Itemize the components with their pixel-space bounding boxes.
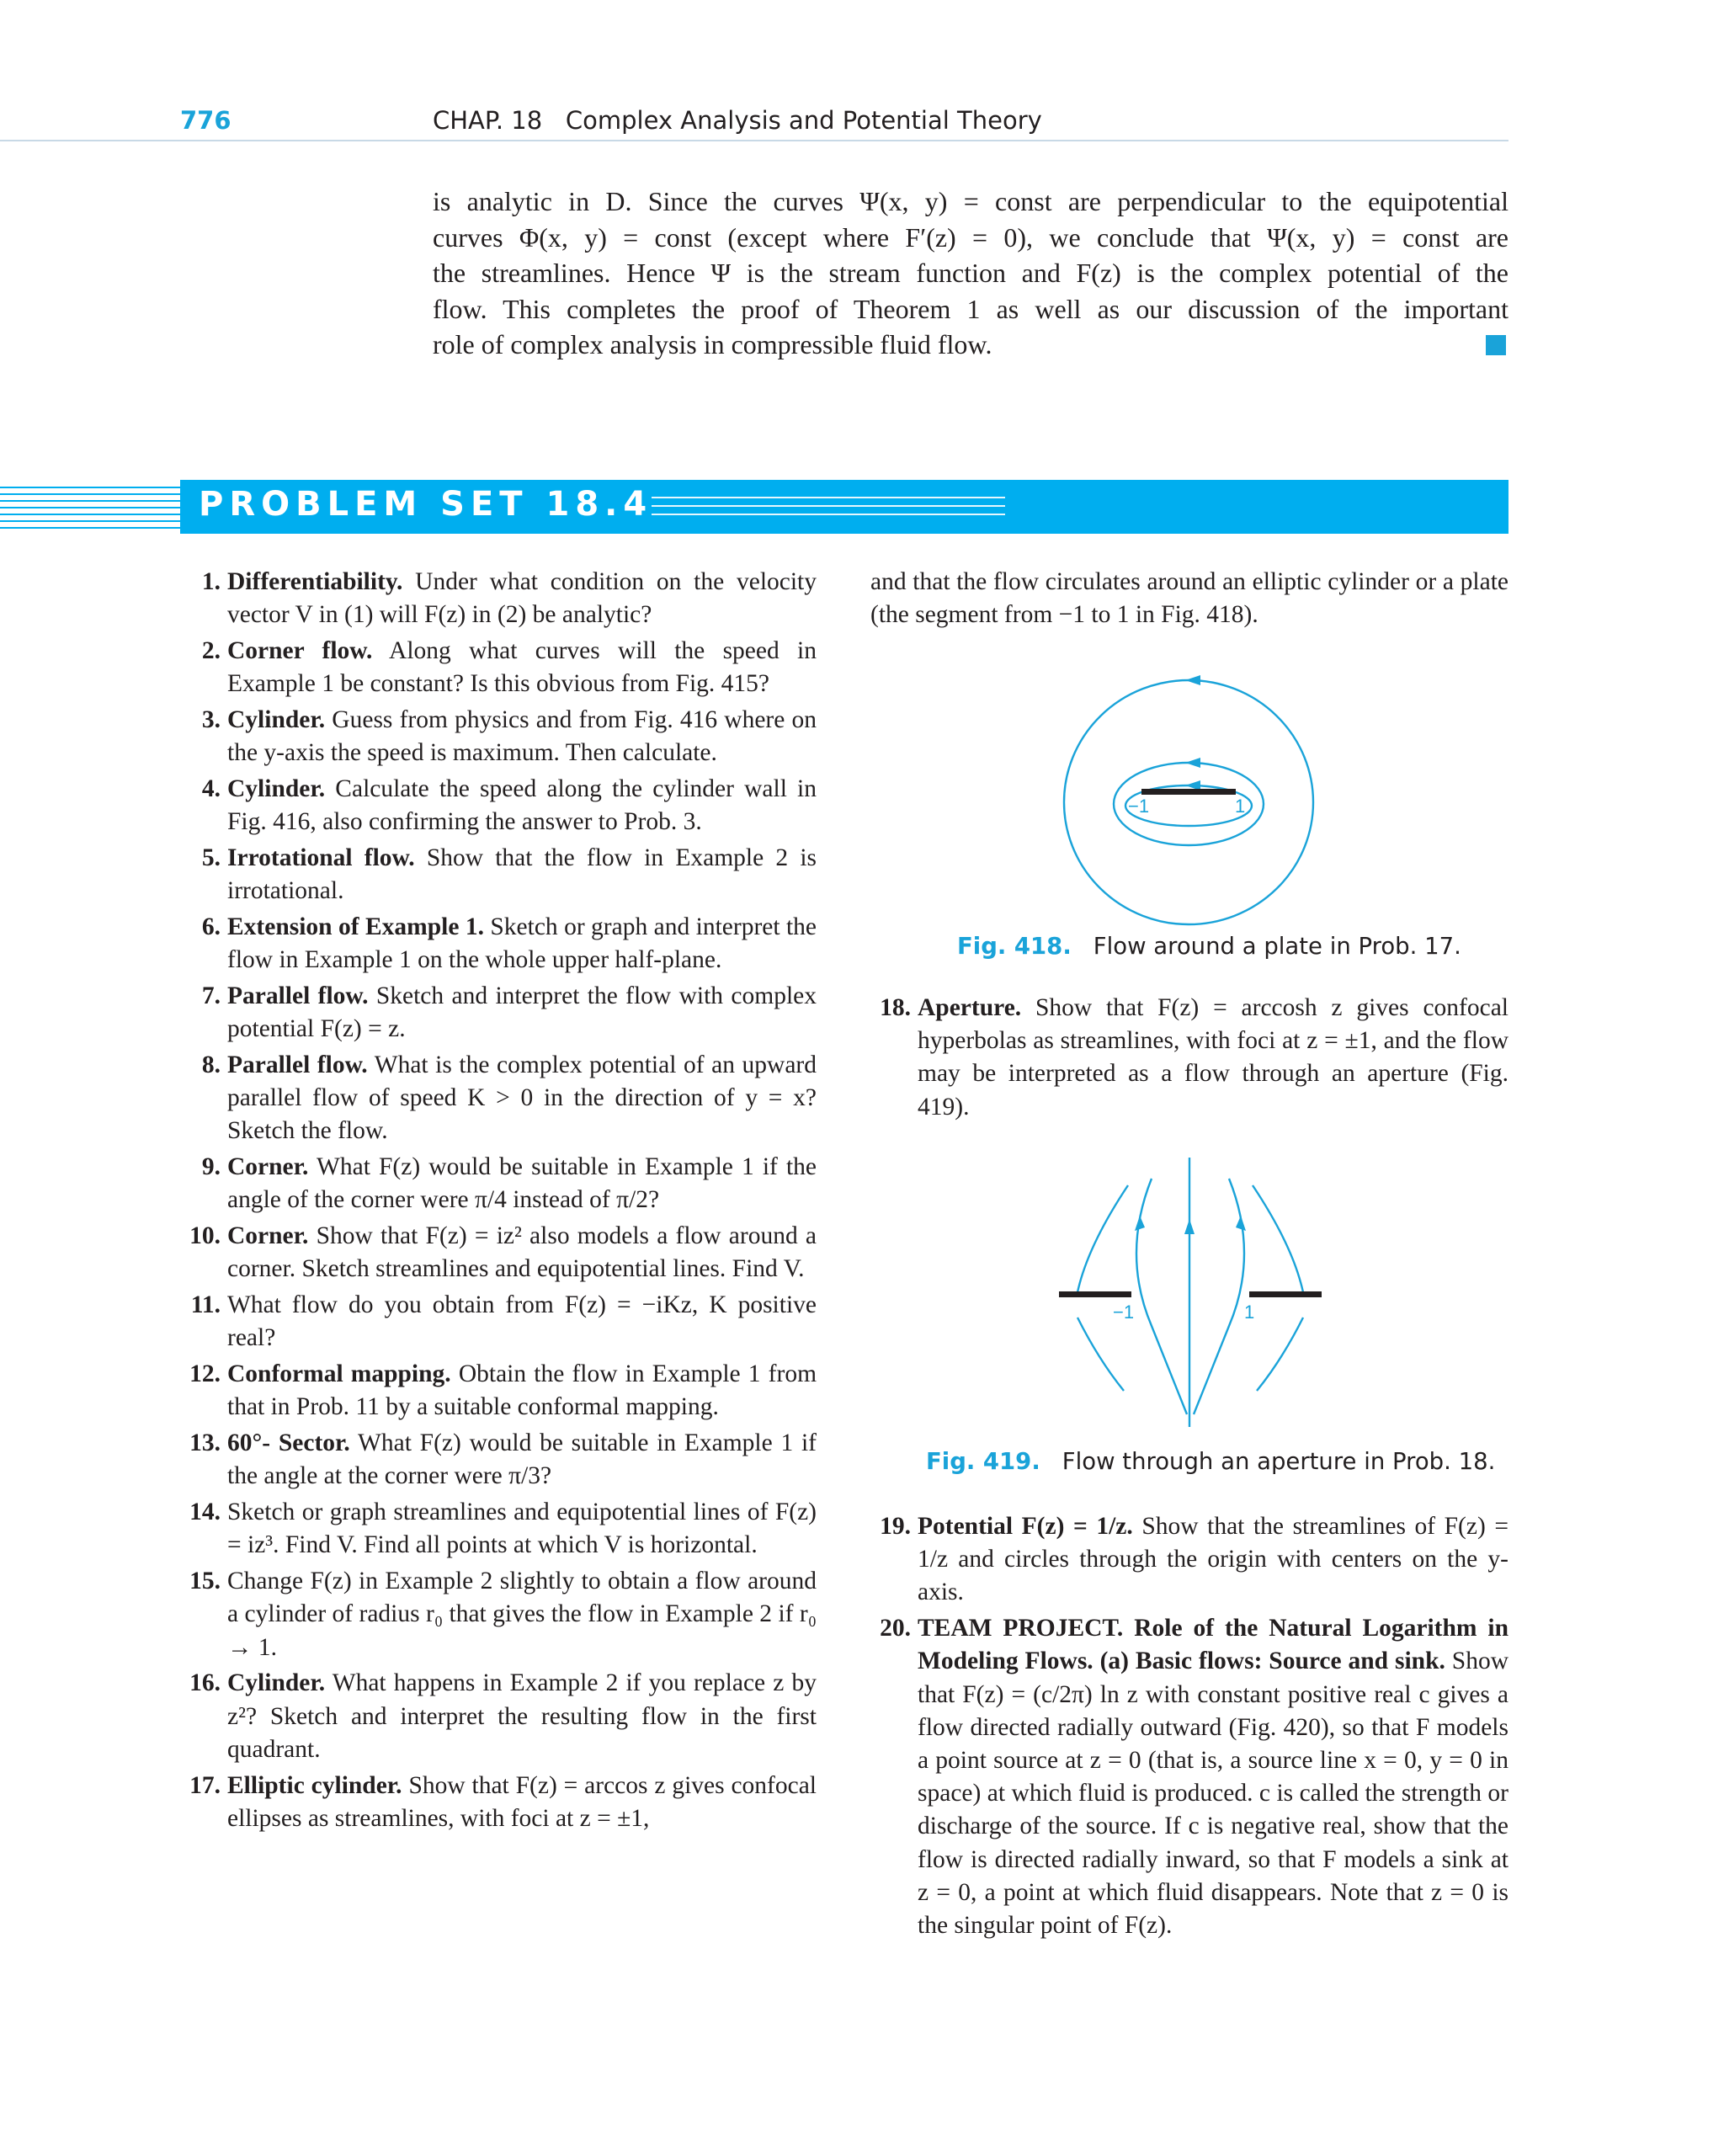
banner-stripe	[0, 487, 180, 488]
figure-419-diagram	[1052, 1153, 1330, 1431]
problem-item	[180, 1220, 817, 1286]
arrow-icon	[1185, 675, 1200, 685]
page-number: 776	[180, 106, 231, 135]
page-header	[0, 0, 1724, 147]
tick-label-left: −1	[1128, 796, 1150, 817]
problem-title: Aperture.	[918, 994, 1022, 1021]
intro-paragraph	[433, 184, 1508, 363]
intro-line: flow. This completes the proof of Theorem 1 as well as our discussion of the important	[433, 293, 1508, 324]
running-head: CHAP. 18 Complex Analysis and Potential Theory	[433, 106, 1042, 135]
outer-streamline	[1064, 680, 1313, 924]
left-wall	[1059, 1291, 1131, 1297]
problem-title: Parallel flow.	[227, 982, 369, 1009]
problem-text: Show that F(z) = arccos z gives confocal ellipses as streamlines, with foci at z = ±1,	[227, 1771, 817, 1832]
problem-item	[180, 1358, 817, 1424]
banner-stripe	[0, 507, 180, 508]
problem-item	[180, 1049, 817, 1148]
problem-item	[180, 1667, 817, 1766]
problem-text: What happens in Example 2 if you replace z by z²? Sketch and interpret the resulting flow in the first quadrant.	[227, 1669, 817, 1763]
header-rule	[0, 140, 1508, 141]
problem-number: 1.	[201, 568, 221, 595]
problem-number: 12.	[189, 1360, 221, 1388]
problem-number: 4.	[201, 775, 221, 802]
figure-419-caption	[926, 1448, 1495, 1475]
problem-title: Extension of Example 1.	[227, 913, 484, 940]
intro-line: curves Φ(x, y) = const (except where F′(z) = 0), we conclude that Ψ(x, y) = const are	[433, 221, 1508, 253]
figure-418-caption	[957, 933, 1461, 960]
problem-text: Show that F(z) = arccosh z gives confocal hyperbolas as streamlines, with foci at z = ±1, and the flow may be interpreted as a flow through an aperture (Fig. 419).	[918, 994, 1508, 1121]
problem-text: Show that the streamlines of F(z) = 1/z and circles through the origin with centers on the y-axis.	[918, 1513, 1509, 1606]
right-wall	[1249, 1291, 1322, 1297]
plate	[1141, 789, 1236, 795]
banner-stripe	[0, 514, 180, 515]
problem-text: Sketch or graph and interpret the flow in Example 1 on the whole upper half-plane.	[227, 913, 817, 974]
problem-set-title: PROBLEM SET 18.4	[199, 485, 653, 524]
problem-item	[180, 566, 817, 631]
problem-item	[180, 635, 817, 700]
caption-text: Flow through an aperture in Prob. 18.	[1062, 1448, 1496, 1475]
figure-418-diagram	[1044, 657, 1397, 934]
problem-number: 5.	[201, 844, 221, 871]
banner-stripe	[652, 505, 1005, 507]
problem-text: Change F(z) in Example 2 slightly to obtain a flow around a cylinder of radius r₀ that gives the flow in Example 2 if r₀ → 1.	[227, 1568, 817, 1661]
banner-stripe	[652, 514, 1005, 515]
problem-item	[180, 1151, 817, 1216]
problem-title: Cylinder.	[227, 1669, 326, 1697]
figure-label: Fig. 419.	[926, 1448, 1040, 1475]
problem-number: 11.	[190, 1291, 221, 1319]
problem-item	[180, 980, 817, 1046]
problem-18-block	[870, 992, 1508, 1126]
problem-number: 15.	[189, 1568, 221, 1595]
problems-left-column	[180, 566, 817, 1839]
problem-title: Potential F(z) = 1/z.	[918, 1513, 1133, 1540]
intro-line: role of complex analysis in compressible fluid flow.	[433, 329, 992, 359]
problem-item	[180, 1427, 817, 1493]
problem-item	[180, 1289, 817, 1355]
problem-number: 7.	[201, 982, 221, 1009]
banner-stripe	[0, 527, 180, 529]
problem-text: Sketch and interpret the flow with complex potential F(z) = z.	[227, 982, 817, 1043]
banner-stripe	[0, 493, 180, 495]
problem-item	[180, 1770, 817, 1835]
problem-title: Corner.	[227, 1153, 309, 1181]
problem-title: Irrotational flow.	[227, 844, 415, 871]
end-of-proof-square	[1486, 335, 1506, 355]
problem-text: Show that the flow in Example 2 is irrotational.	[227, 844, 817, 905]
problem-text: Obtain the flow in Example 1 from that in Prob. 11 by a suitable conformal mapping.	[227, 1360, 817, 1421]
tick-label-right: 1	[1235, 796, 1246, 817]
problem-number: 3.	[201, 706, 221, 733]
problem-text: What flow do you obtain from F(z) = −iKz, K positive real?	[227, 1291, 817, 1352]
arrow-icon	[1236, 1216, 1246, 1231]
problem-text: Along what curves will the speed in Example 1 be constant? Is this obvious from Fig. 415?	[227, 637, 817, 698]
problem-text: Show that F(z) = iz² also models a flow around a corner. Sketch streamlines and equipotential lines. Find V.	[227, 1222, 817, 1283]
left-outer-streamline	[1078, 1185, 1128, 1292]
banner-stripe	[652, 497, 1005, 498]
banner-stripe	[0, 500, 180, 502]
problem-title: Cylinder.	[227, 706, 326, 733]
problem-text: Show that F(z) = (c/2π) ln z with constant positive real c gives a flow directed radially outward (Fig. 420), so that F models a point source at z = 0 (that is, a source line x = 0, y = 0 in space) at which fluid is produced. c is called the strength or discharge of the source. If c is negative real, show that the flow is directed radially inward, so that F models a sink at z = 0, a point at which fluid disappears. Note that z = 0 is the singular point of F(z).	[918, 1648, 1509, 1940]
problems-19-20-block	[870, 1510, 1508, 1946]
problem-17-continuation: and that the flow circulates around an elliptic cylinder or a plate (the segment from −1 to 1 in Fig. 418).	[870, 568, 1508, 629]
problem-title: TEAM PROJECT. Role of the Natural Logarithm in Modeling Flows. (a) Basic flows: Source and sink.	[918, 1615, 1508, 1675]
problem-text: What F(z) would be suitable in Example 1 if the angle at the corner were π/3?	[227, 1429, 817, 1490]
problem-number: 2.	[201, 637, 221, 664]
arrow-icon	[1184, 1219, 1195, 1234]
problem-item	[180, 1496, 817, 1562]
problem-number: 13.	[189, 1429, 221, 1457]
intro-line: the streamlines. Hence Ψ is the stream function and F(z) is the complex potential of the	[433, 258, 1508, 288]
problem-title: Parallel flow.	[227, 1051, 368, 1078]
problem-item	[180, 911, 817, 977]
problem-title: Corner.	[227, 1222, 309, 1250]
problem-number: 17.	[189, 1771, 221, 1799]
arrow-icon	[1185, 758, 1200, 768]
problem-item	[180, 1565, 817, 1664]
problem-text: What is the complex potential of an upward parallel flow of speed K > 0 in the direction of y = x? Sketch the flow.	[227, 1051, 817, 1145]
tick-label-left: −1	[1113, 1302, 1135, 1323]
problem-title: 60°- Sector.	[227, 1429, 350, 1457]
problem-title: Corner flow.	[227, 637, 373, 664]
problem-title: Conformal mapping.	[227, 1360, 451, 1388]
problem-item	[870, 1612, 1508, 1942]
problem-text: Sketch or graph streamlines and equipotential lines of F(z) = iz³. Find V. Find all points at which V is horizontal.	[227, 1499, 817, 1559]
intro-line: is analytic in D. Since the curves Ψ(x, y) = const are perpendicular to the equipotential	[433, 186, 1508, 216]
tick-label-right: 1	[1244, 1302, 1255, 1323]
problem-item	[180, 704, 817, 769]
problem-title: Cylinder.	[227, 775, 326, 802]
problem-set-banner	[0, 480, 1508, 534]
problem-number: 9.	[201, 1153, 221, 1181]
problem-text: Under what condition on the velocity vector V in (1) will F(z) in (2) be analytic?	[227, 568, 817, 629]
problem-item	[180, 773, 817, 838]
right-outer-streamline	[1253, 1185, 1303, 1292]
left-inner-hyperbola	[1136, 1179, 1187, 1414]
problems-right-column	[870, 566, 1508, 631]
problem-text: What F(z) would be suitable in Example 1 if the angle of the corner were π/4 instead of π/2?	[227, 1153, 817, 1214]
problem-item	[870, 992, 1508, 1124]
problem-number: 14.	[189, 1499, 221, 1526]
arrow-icon	[1135, 1216, 1145, 1231]
problem-number: 6.	[201, 913, 221, 940]
problem-text: Guess from physics and from Fig. 416 where on the y-axis the speed is maximum. Then calculate.	[227, 706, 817, 767]
caption-text: Flow around a plate in Prob. 17.	[1093, 933, 1461, 960]
problem-title: Differentiability.	[227, 568, 403, 595]
right-inner-hyperbola	[1194, 1179, 1244, 1414]
figure-label: Fig. 418.	[957, 933, 1072, 960]
problem-number: 10.	[189, 1222, 221, 1250]
problem-text: Calculate the speed along the cylinder wall in Fig. 416, also confirming the answer to Prob. 3.	[227, 775, 817, 836]
problem-number: 20.	[880, 1615, 911, 1642]
problem-item	[180, 842, 817, 908]
problem-number: 19.	[880, 1513, 911, 1540]
banner-stripe	[0, 520, 180, 522]
problem-item	[870, 1510, 1508, 1610]
right-lower-streamline	[1257, 1318, 1303, 1391]
problem-title: Elliptic cylinder.	[227, 1771, 402, 1799]
problem-number: 18.	[880, 994, 911, 1021]
problem-number: 8.	[201, 1051, 221, 1078]
left-lower-streamline	[1078, 1318, 1124, 1391]
problem-number: 16.	[189, 1669, 221, 1697]
